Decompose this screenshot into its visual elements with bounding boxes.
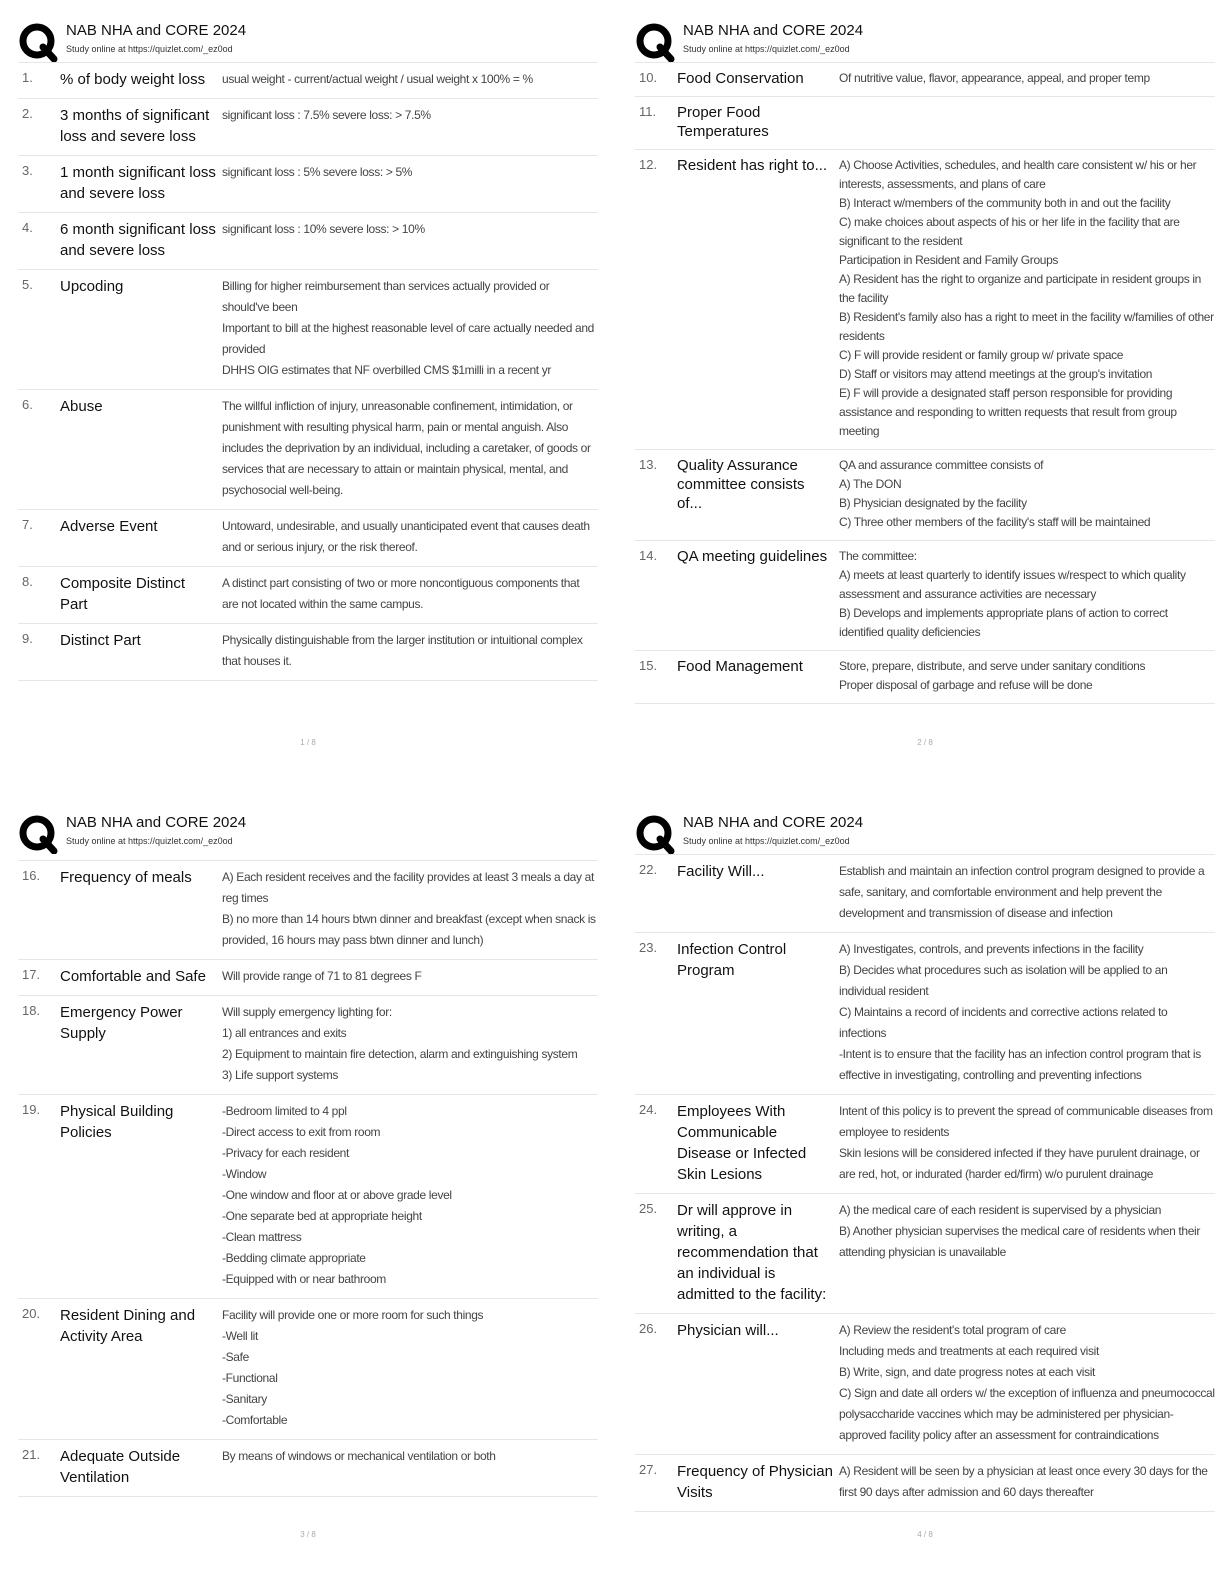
card-number: 8.: [22, 574, 33, 589]
card-row: [635, 540, 1215, 650]
definition-line: Facility will provide one or more room for such things: [222, 1308, 484, 1322]
definition-line: -Equipped with or near bathroom: [222, 1272, 386, 1286]
card-number: 4.: [22, 220, 33, 235]
card-row: [635, 1454, 1215, 1512]
card-number: 11.: [639, 104, 657, 119]
card-number: 1.: [22, 70, 33, 85]
card-number: 21.: [22, 1447, 41, 1462]
card-row: [18, 98, 598, 155]
card-number: 27.: [639, 1462, 658, 1477]
definition-line: A) Review the resident's total program of care: [839, 1323, 1066, 1337]
study-url[interactable]: Study online at https://quizlet.com/_ez0od: [683, 836, 850, 846]
definition-line: usual weight - current/actual weight / usual weight x 100% = %: [222, 72, 533, 86]
definition-line: B) Interact w/members of the community both in and out the facility: [839, 196, 1171, 210]
card-list: [635, 854, 1215, 1512]
card-definition: [222, 276, 598, 381]
flashcard-page-3: [18, 810, 598, 1570]
card-term: Resident has right to...: [677, 157, 828, 174]
definition-line: 2) Equipment to maintain fire detection, alarm and extinguishing system: [222, 1047, 578, 1061]
card-number: 7.: [22, 517, 33, 532]
card-definition: [839, 456, 1215, 532]
definition-line: 3) Life support systems: [222, 1068, 338, 1082]
definition-line: Of nutritive value, flavor, appearance, appeal, and proper temp: [839, 71, 1150, 85]
card-number: 3.: [22, 163, 33, 178]
card-term: Frequency of Physician Visits: [677, 1463, 833, 1501]
card-definition: [222, 966, 598, 987]
card-definition: [222, 1446, 598, 1488]
card-number: 14.: [639, 548, 658, 563]
definition-line: E) F will provide a designated staff person responsible for providing assistance and responding to written requests that result from group meeting: [839, 386, 1177, 438]
card-row: [635, 1313, 1215, 1454]
definition-line: A) Resident will be seen by a physician at least once every 30 days for the first 90 days after admission and 60 days thereafter: [839, 1464, 1208, 1499]
definition-line: A distinct part consisting of two or more noncontiguous components that are not located within the same campus.: [222, 576, 580, 611]
definition-line: -Intent is to ensure that the facility has an infection control program that is effective in investigating, controlling and preventing infections: [839, 1047, 1201, 1082]
card-term: Employees With Communicable Disease or Infected Skin Lesions: [677, 1103, 807, 1183]
page-header: [635, 810, 1215, 854]
definition-line: -Safe: [222, 1350, 249, 1364]
definition-line: Physically distinguishable from the larger institution or intuitional complex that houses it.: [222, 633, 583, 668]
definition-line: The willful infliction of injury, unreasonable confinement, intimidation, or punishment with resulting physical harm, pain or mental anguish. Also includes the deprivation by an individual, including a caretaker, of goods or services that are necessary to attain or maintain physical, mental, and psychosocial well-being.: [222, 399, 591, 497]
card-list: [18, 62, 598, 681]
card-definition: [222, 105, 598, 147]
definition-line: significant loss : 5% severe loss: > 5%: [222, 165, 413, 179]
card-row: [18, 995, 598, 1094]
card-definition: [222, 516, 598, 558]
definition-line: C) F will provide resident or family group w/ private space: [839, 348, 1124, 362]
flashcard-page-4: [635, 810, 1215, 1570]
quizlet-logo-icon: [18, 814, 58, 854]
card-row: [635, 62, 1215, 96]
card-row: [18, 155, 598, 212]
card-definition: [222, 1305, 598, 1431]
page-number: 3 / 8: [300, 1530, 316, 1539]
card-list: [635, 62, 1215, 704]
card-term: Proper Food Temperatures: [677, 104, 769, 140]
definition-line: -Clean mattress: [222, 1230, 302, 1244]
card-row: [635, 149, 1215, 449]
quizlet-logo-icon: [18, 22, 58, 62]
quizlet-logo-icon: [635, 22, 675, 62]
card-number: 9.: [22, 631, 33, 646]
definition-line: C) make choices about aspects of his or her life in the facility that are significant to the resident: [839, 215, 1180, 248]
page-header: [18, 18, 598, 62]
definition-line: Will supply emergency lighting for:: [222, 1005, 392, 1019]
definition-line: 1) all entrances and exits: [222, 1026, 347, 1040]
card-term: Frequency of meals: [60, 869, 192, 886]
card-term: Adequate Outside Ventilation: [60, 1448, 181, 1486]
card-number: 25.: [639, 1201, 658, 1216]
card-row: [635, 650, 1215, 704]
card-number: 26.: [639, 1321, 658, 1336]
card-term: Food Management: [677, 658, 803, 675]
card-definition: [839, 547, 1215, 642]
card-definition: [839, 1461, 1215, 1503]
definition-line: -Direct access to exit from room: [222, 1125, 381, 1139]
card-term: Upcoding: [60, 278, 124, 295]
page-number: 4 / 8: [917, 1530, 933, 1539]
definition-line: significant loss : 7.5% severe loss: > 7.5%: [222, 108, 431, 122]
card-number: 23.: [639, 940, 658, 955]
study-url[interactable]: Study online at https://quizlet.com/_ez0od: [683, 44, 850, 54]
card-number: 19.: [22, 1102, 41, 1117]
card-definition: [839, 69, 1215, 88]
card-term: Adverse Event: [60, 518, 158, 535]
card-definition: [222, 867, 598, 951]
study-url[interactable]: Study online at https://quizlet.com/_ez0od: [66, 836, 233, 846]
flashcard-page-1: [18, 18, 598, 778]
definition-line: -Bedroom limited to 4 ppl: [222, 1104, 347, 1118]
card-term: 1 month significant loss and severe loss: [60, 164, 216, 202]
page-title: NAB NHA and CORE 2024: [683, 22, 864, 39]
card-definition: [839, 1101, 1215, 1185]
definition-line: Skin lesions will be considered infected if they have purulent drainage, or are red, hot, or indurated (harder ed/firm) w/o purulent drainage: [839, 1146, 1200, 1181]
definition-line: -Well lit: [222, 1329, 258, 1343]
card-term: Infection Control Program: [677, 941, 787, 979]
page-number: 2 / 8: [917, 738, 933, 747]
card-term: Food Conservation: [677, 70, 804, 87]
card-term: Emergency Power Supply: [60, 1004, 183, 1042]
definition-line: -Comfortable: [222, 1413, 288, 1427]
card-term: Distinct Part: [60, 632, 141, 649]
definition-line: A) The DON: [839, 477, 902, 491]
card-definition: [839, 861, 1215, 924]
definition-line: B) Another physician supervises the medical care of residents when their attending physician is unavailable: [839, 1224, 1200, 1259]
definition-line: C) Three other members of the facility's staff will be maintained: [839, 515, 1151, 529]
definition-line: C) Maintains a record of incidents and corrective actions related to infections: [839, 1005, 1168, 1040]
card-definition: [222, 573, 598, 615]
card-number: 2.: [22, 106, 33, 121]
card-definition: [222, 630, 598, 672]
definition-line: -Bedding climate appropriate: [222, 1251, 366, 1265]
card-row: [18, 389, 598, 509]
definition-line: DHHS OIG estimates that NF overbilled CMS $1milli in a recent yr: [222, 363, 552, 377]
card-number: 17.: [22, 967, 41, 982]
card-list: [18, 860, 598, 1497]
card-row: [635, 854, 1215, 932]
definition-line: Proper disposal of garbage and refuse will be done: [839, 678, 1093, 692]
card-row: [18, 959, 598, 995]
card-term: 6 month significant loss and severe loss: [60, 221, 216, 259]
definition-line: B) Physician designated by the facility: [839, 496, 1027, 510]
definition-line: Intent of this policy is to prevent the spread of communicable diseases from employee to residents: [839, 1104, 1213, 1139]
definition-line: Will provide range of 71 to 81 degrees F: [222, 969, 422, 983]
card-definition: [839, 939, 1215, 1086]
definition-line: A) Resident has the right to organize and participate in resident groups in the facility: [839, 272, 1201, 305]
card-definition: [222, 1002, 598, 1086]
definition-line: B) Decides what procedures such as isolation will be applied to an individual resident: [839, 963, 1168, 998]
quizlet-logo-icon: [635, 814, 675, 854]
card-row: [18, 1094, 598, 1298]
card-row: [18, 212, 598, 269]
card-definition: [839, 657, 1215, 695]
card-term: Physician will...: [677, 1322, 779, 1339]
card-row: [635, 449, 1215, 540]
card-definition: [222, 69, 598, 90]
card-number: 20.: [22, 1306, 41, 1321]
card-number: 12.: [639, 157, 658, 172]
definition-line: B) Resident's family also has a right to meet in the facility w/families of other residents: [839, 310, 1214, 343]
card-row: [635, 1193, 1215, 1313]
page-title: NAB NHA and CORE 2024: [683, 814, 864, 831]
page-header: [18, 810, 598, 854]
definition-line: Untoward, undesirable, and usually unanticipated event that causes death and or serious injury, or the risk thereof.: [222, 519, 590, 554]
card-term: Facility Will...: [677, 863, 765, 880]
card-definition: [222, 219, 598, 261]
definition-line: Store, prepare, distribute, and serve under sanitary conditions: [839, 659, 1146, 673]
card-definition: [839, 1320, 1215, 1446]
definition-line: -One separate bed at appropriate height: [222, 1209, 422, 1223]
definition-line: QA and assurance committee consists of: [839, 458, 1044, 472]
card-term: Abuse: [60, 398, 103, 415]
definition-line: -Privacy for each resident: [222, 1146, 349, 1160]
flashcard-page-2: [635, 18, 1215, 778]
card-number: 22.: [639, 862, 658, 877]
definition-line: Important to bill at the highest reasonable level of care actually needed and provided: [222, 321, 594, 356]
definition-line: -Sanitary: [222, 1392, 267, 1406]
definition-line: Establish and maintain an infection control program designed to provide a safe, sanitary, and comfortable environment and help prevent the development and transmission of disease and infection: [839, 864, 1205, 920]
definition-line: -Window: [222, 1167, 267, 1181]
definition-line: C) Sign and date all orders w/ the exception of influenza and pneumococcal polysaccharide vaccines which may be administered per physician-approved facility policy after an assessment for contraindications: [839, 1386, 1215, 1442]
definition-line: -Functional: [222, 1371, 278, 1385]
definition-line: B) no more than 14 hours btwn dinner and breakfast (except when snack is provided, 16 hours may pass btwn dinner and lunch): [222, 912, 596, 947]
definition-line: A) Choose Activities, schedules, and health care consistent w/ his or her interests, assessments, and plans of care: [839, 158, 1197, 191]
definition-line: significant loss : 10% severe loss: > 10%: [222, 222, 425, 236]
card-term: QA meeting guidelines: [677, 548, 828, 565]
definition-line: A) Each resident receives and the facility provides at least 3 meals a day at reg times: [222, 870, 594, 905]
card-row: [18, 860, 598, 959]
card-row: [635, 1094, 1215, 1193]
card-number: 10.: [639, 70, 658, 85]
card-number: 15.: [639, 658, 658, 673]
card-definition: [222, 162, 598, 204]
card-definition: [222, 396, 598, 501]
definition-line: Billing for higher reimbursement than services actually provided or should've been: [222, 279, 550, 314]
card-row: [18, 1439, 598, 1497]
card-definition: [839, 156, 1215, 441]
page-title: NAB NHA and CORE 2024: [66, 22, 247, 39]
card-definition: [839, 103, 1215, 141]
definition-line: A) the medical care of each resident is supervised by a physician: [839, 1203, 1162, 1217]
card-number: 24.: [639, 1102, 658, 1117]
card-row: [18, 509, 598, 566]
card-definition: [222, 1101, 598, 1290]
card-row: [18, 566, 598, 623]
card-term: Physical Building Policies: [60, 1103, 174, 1141]
definition-line: Participation in Resident and Family Groups: [839, 253, 1059, 267]
card-row: [18, 1298, 598, 1439]
card-term: Dr will approve in writing, a recommendation that an individual is admitted to the facility:: [677, 1202, 827, 1303]
card-term: Composite Distinct Part: [60, 575, 186, 613]
study-url[interactable]: Study online at https://quizlet.com/_ez0od: [66, 44, 233, 54]
card-row: [635, 96, 1215, 149]
definition-line: A) meets at least quarterly to identify issues w/respect to which quality assessment and assurance activities are necessary: [839, 568, 1186, 601]
definition-line: Including meds and treatments at each required visit: [839, 1344, 1099, 1358]
card-number: 13.: [639, 457, 658, 472]
definition-line: By means of windows or mechanical ventilation or both: [222, 1449, 496, 1463]
card-row: [18, 269, 598, 389]
card-term: Quality Assurance committee consists of...: [677, 457, 805, 512]
page-header: [635, 18, 1215, 62]
card-number: 16.: [22, 868, 41, 883]
card-row: [635, 932, 1215, 1094]
definition-line: B) Develops and implements appropriate plans of action to correct identified quality deficiencies: [839, 606, 1168, 639]
card-term: Resident Dining and Activity Area: [60, 1307, 196, 1345]
definition-line: The committee:: [839, 549, 917, 563]
definition-line: A) Investigates, controls, and prevents infections in the facility: [839, 942, 1144, 956]
page-number: 1 / 8: [300, 738, 316, 747]
card-definition: [839, 1200, 1215, 1305]
definition-line: B) Write, sign, and date progress notes at each visit: [839, 1365, 1096, 1379]
card-number: 6.: [22, 397, 33, 412]
card-number: 18.: [22, 1003, 41, 1018]
card-term: Comfortable and Safe: [60, 968, 206, 985]
definition-line: -One window and floor at or above grade level: [222, 1188, 452, 1202]
card-number: 5.: [22, 277, 33, 292]
definition-line: D) Staff or visitors may attend meetings at the group's invitation: [839, 367, 1153, 381]
card-term: % of body weight loss: [60, 71, 206, 88]
page-title: NAB NHA and CORE 2024: [66, 814, 247, 831]
card-term: 3 months of significant loss and severe loss: [60, 107, 210, 145]
card-row: [18, 623, 598, 681]
card-row: [18, 62, 598, 98]
